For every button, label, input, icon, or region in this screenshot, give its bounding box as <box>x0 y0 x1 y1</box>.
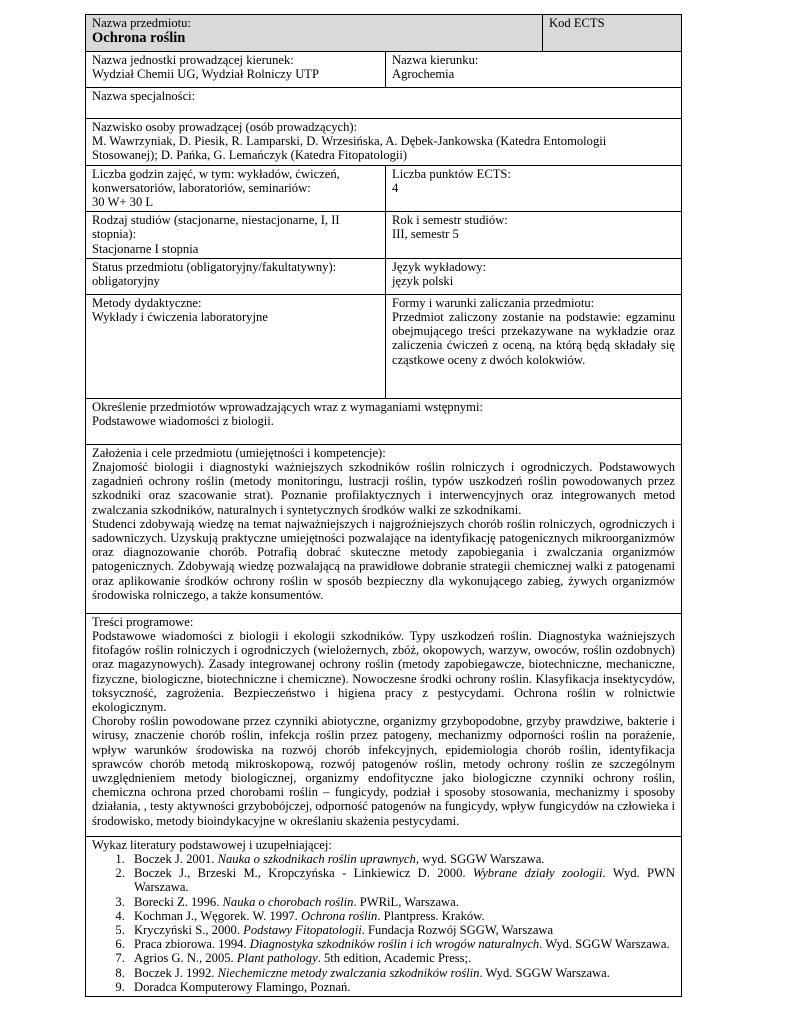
methods-label: Metody dydaktyczne: <box>92 295 202 310</box>
program-paragraph-2: Choroby roślin powodowane przez czynniki abiotyczne, organizmy grzybopodobne, grzyby prawdziwe, bakterie i wirusy, znaczenie chorób roślin, infekcja roślin przez patogeny, mechanizmy odporności roślin na porażenie, wpływ warunków środowiska na rozwój chorób infekcyjnych, epidemiologia chorób roślin, identyfikacja sprawców chorób metodą mikroskopową, rozwój patogenów roślin, metody ochrony roślin ze szczególnym uwzględnieniem metody biologicznej, organizmy endofityczne jako biologiczne czynniki ochrony roślin, chemiczna ochrona przed chorobami roślin – fungicydy, podział i sposoby stosowania, mechanizmy i sposoby działania, , testy aktywności grzybobójczej, odporność patogenów na fungicydy, wpływ fungicydów na człowieka i środowisko, metody bioindykacyjne w określaniu skażenia pestycydami. <box>92 714 675 828</box>
status-label: Status przedmiotu (obligatoryjny/fakultatywny): <box>92 259 337 274</box>
unit-cell <box>86 52 386 88</box>
literature-item: 8. Boczek J. 1992. Niechemiczne metody zwalczania szkodników roślin. Wyd. SGGW Warszawa. <box>128 966 675 980</box>
unit-value: Wydział Chemii UG, Wydział Rolniczy UTP <box>92 67 319 82</box>
prerequisites-cell <box>86 398 682 444</box>
study-type-value: Stacjonarne I stopnia <box>92 241 199 256</box>
instructors-label: Nazwisko osoby prowadzącej (osób prowadzących): <box>92 120 358 134</box>
goals-label: Założenia i cele przedmiotu (umiejętności i kompetencje): <box>92 445 386 460</box>
study-type-label: Rodzaj studiów (stacjonarne, niestacjonarne, I, II stopnia): <box>92 213 340 242</box>
study-type-cell <box>86 212 386 259</box>
language-label: Język wykładowy: <box>392 259 487 274</box>
course-name-cell <box>86 15 543 52</box>
prerequisites-value: Podstawowe wiadomości z biologii. <box>92 414 274 429</box>
literature-item: 7. Agrios G. N., 2005. Plant pathology. 5th edition, Academic Press;. <box>128 951 675 965</box>
course-name: Ochrona roślin <box>92 30 186 47</box>
program-row <box>86 613 682 836</box>
instructors-cell <box>86 119 682 166</box>
syllabus-table <box>85 14 682 997</box>
assessment-value: Przedmiot zaliczony zostanie na podstawie: egzaminu obejmującego treści przekazywane na wykładzie oraz zaliczenia ćwiczeń z oceną, na którą będą składały się cząstkowe oceny z dwóch kolokwiów. <box>392 310 675 367</box>
literature-item: 4. Kochman J., Węgorek. W. 1997. Ochrona roślin. Plantpress. Kraków. <box>128 909 675 923</box>
prerequisites-label: Określenie przedmiotów wprowadzających wraz z wymaganiami wstępnymi: <box>92 399 483 414</box>
year-semester-label: Rok i semestr studiów: <box>392 213 508 228</box>
ects-code-cell <box>543 15 682 52</box>
program-paragraph-1: Podstawowe wiadomości z biologii i ekologii szkodników. Typy uszkodzeń roślin. Diagnostyka ważniejszych fitofagów roślin rolniczych i ogrodniczych (wielożernych, zbóż, okopowych, warzyw, owoców, roślin ozdobnych) oraz magazynowych). Zasady integrowanej ochrony roślin (metody zapobiegawcze, biotechniczne, mechaniczne, fizyczne, biologiczne, biotechniczne i chemiczne). Nowoczesne środki ochrony roślin. Klasyfikacja insektycydów, toksyczność, zagrożenia. Bezpieczeństwo i higiena pracy z pestycydami. Ochrona roślin w rolnictwie ekologicznym. <box>92 629 675 715</box>
ects-points-cell <box>386 165 682 212</box>
methods-value: Wykłady i ćwiczenia laboratoryjne <box>92 310 268 325</box>
assessment-label: Formy i warunki zaliczania przedmiotu: <box>392 295 595 310</box>
hours-cell <box>86 165 386 212</box>
prerequisites-row <box>86 398 682 444</box>
assessment-cell <box>386 294 682 398</box>
goals-row <box>86 444 682 613</box>
specialty-cell <box>86 88 682 119</box>
header-row <box>86 15 682 52</box>
hours-value: 30 W+ 30 L <box>92 195 154 210</box>
instructors-value: M. Wawrzyniak, D. Piesik, R. Lamparski, D. Wrzesińska, A. Dębek-Jankowska (Katedra Entomologii Stosowanej); D. Pańka, G. Lemańczyk (Katedra Fitopatologii) <box>92 134 607 163</box>
goals-paragraph-2: Studenci zdobywają wiedzę na temat najważniejszych i najgroźniejszych chorób roślin rolniczych, ogrodniczych i sadowniczych. Uzyskują praktyczne umiejętności pozwalające na identyfikację patogenicznych mikroorganizmów oraz diagnozowanie chorób. Potrafią dobrać skuteczne metody zapobiegania i zwalczania organizmów patogenicznych. Zdobywają wiedzę pozwalającą na prawidłowe dobranie strategii chemicznej walki z patogenami oraz aplikowanie środków ochrony roślin w sposób bezpieczny dla wykonującego zabieg, żywych organizmów środowiska rolniczego, a także konsumentów. <box>92 516 675 602</box>
field-value: Agrochemia <box>392 67 455 82</box>
ects-points-value: 4 <box>392 180 399 195</box>
literature-item: 5. Kryczyński S., 2000. Podstawy Fitopatologii. Fundacja Rozwój SGGW, Warszawa <box>128 923 675 937</box>
specialty-label: Nazwa specjalności: <box>92 89 196 103</box>
status-cell <box>86 258 386 294</box>
year-semester-value: III, semestr 5 <box>392 227 459 242</box>
course-name-label: Nazwa przedmiotu: <box>92 16 191 30</box>
literature-item: 2. Boczek J., Brzeski M., Kropczyńska - Linkiewicz D. 2000. Wybrane działy zoologii. Wyd. PWN Warszawa. <box>128 866 675 894</box>
literature-item: 1. Boczek J. 2001. Nauka o szkodnikach roślin uprawnych, wyd. SGGW Warszawa. <box>128 852 675 866</box>
syllabus-page <box>85 14 681 997</box>
status-value: obligatoryjny <box>92 274 160 289</box>
literature-row <box>86 836 682 996</box>
unit-row <box>86 52 682 88</box>
language-cell <box>386 258 682 294</box>
instructors-row <box>86 119 682 166</box>
status-row <box>86 258 682 294</box>
hours-label: Liczba godzin zajęć, w tym: wykładów, ćwiczeń, konwersatoriów, laboratoriów, seminariów: <box>92 166 340 195</box>
program-cell <box>86 613 682 836</box>
literature-item: 9. Doradca Komputerowy Flamingo, Poznań. <box>128 980 675 994</box>
literature-item: 3. Borecki Z. 1996. Nauka o chorobach roślin. PWRiL, Warszawa. <box>128 895 675 909</box>
field-cell <box>386 52 682 88</box>
goals-cell <box>86 444 682 613</box>
program-label: Treści programowe: <box>92 614 194 629</box>
literature-item: 6. Praca zbiorowa. 1994. Diagnostyka szkodników roślin i ich wrogów naturalnych. Wyd. SGGW Warszawa. <box>128 937 675 951</box>
literature-list <box>92 852 675 994</box>
methods-cell <box>86 294 386 398</box>
study-type-row <box>86 212 682 259</box>
ects-points-label: Liczba punktów ECTS: <box>392 166 511 181</box>
hours-row <box>86 165 682 212</box>
language-value: język polski <box>392 274 454 289</box>
methods-row <box>86 294 682 398</box>
literature-label: Wykaz literatury podstawowej i uzupełniającej: <box>92 837 332 852</box>
specialty-row <box>86 88 682 119</box>
unit-label: Nazwa jednostki prowadzącej kierunek: <box>92 53 294 67</box>
year-semester-cell <box>386 212 682 259</box>
literature-cell <box>86 836 682 996</box>
goals-paragraph-1: Znajomość biologii i diagnostyki ważniejszych szkodników roślin rolniczych i ogrodniczych. Podstawowych zagadnień ochrony roślin (metody monitoringu, lustracji roślin, typów uszkodzeń roślin powodowanych przez szkodniki oraz szacowanie strat). Poznanie profilaktycznych i interwencyjnych oraz integrowanych metod zwalczania szkodników, naturalnych i syntetycznych środków walki ze szkodnikami. <box>92 460 675 517</box>
field-label: Nazwa kierunku: <box>392 53 479 67</box>
ects-code-label: Kod ECTS <box>549 16 605 30</box>
